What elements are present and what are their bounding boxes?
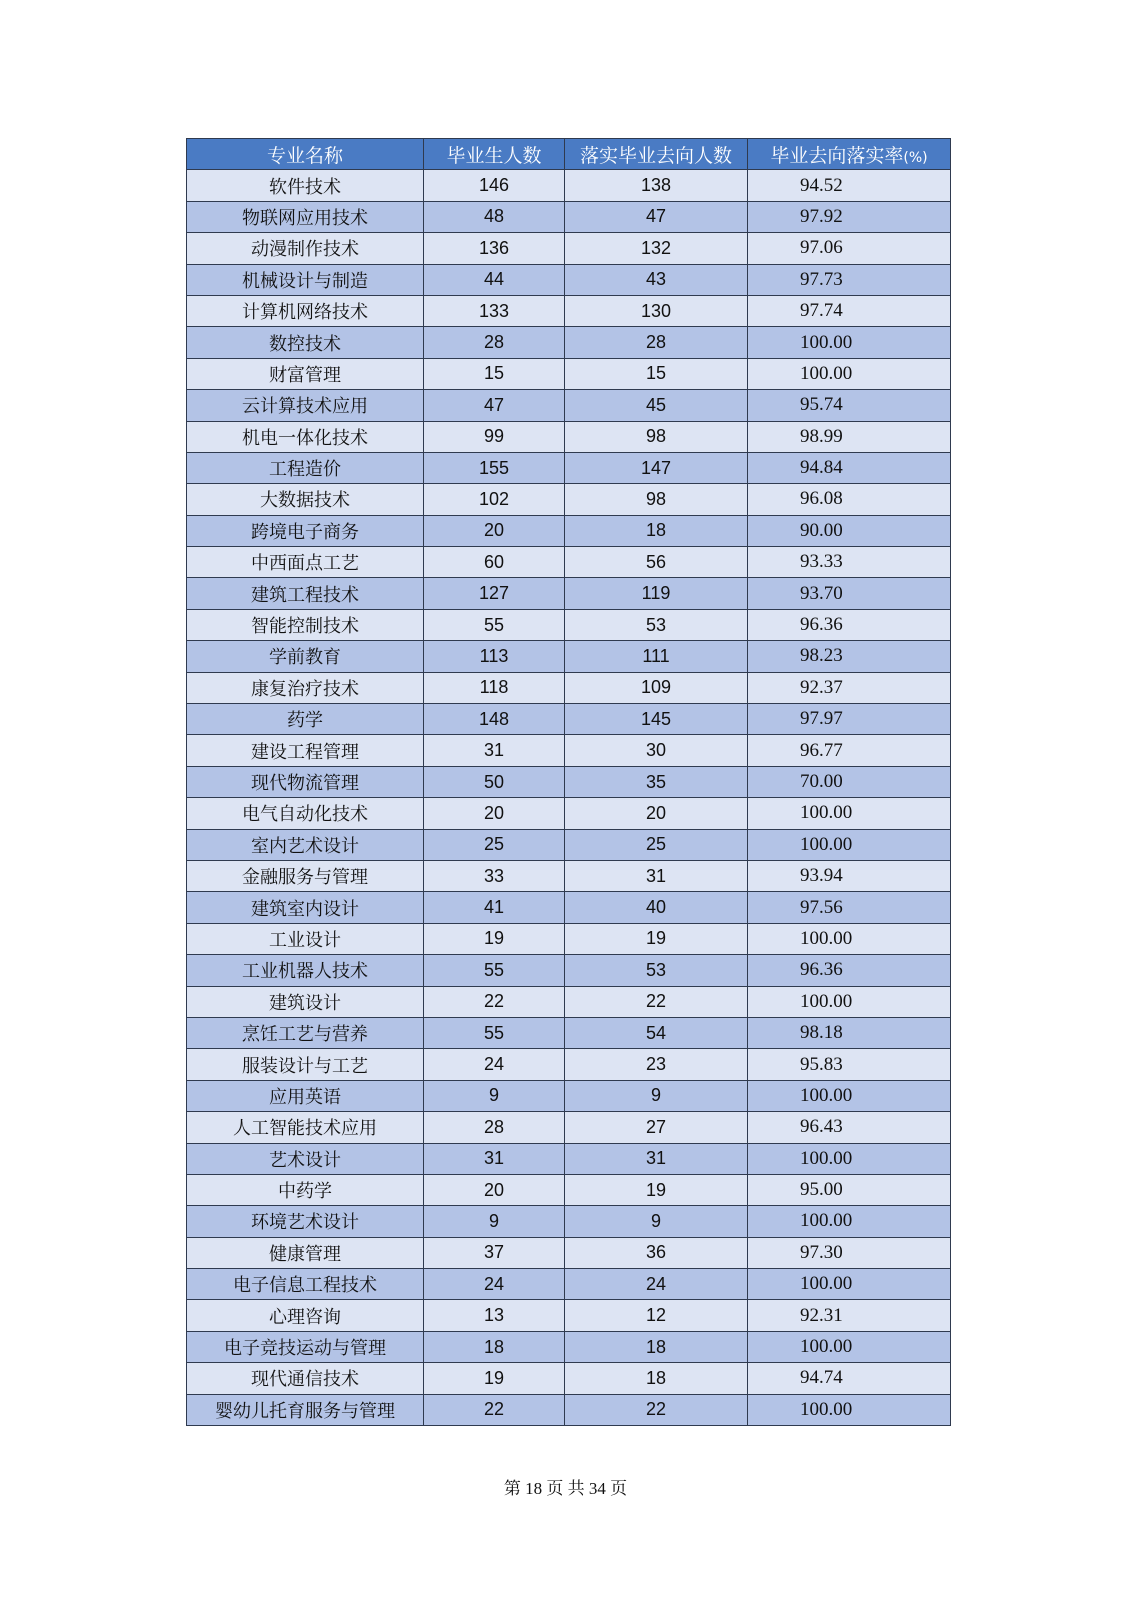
table-row — [187, 860, 951, 891]
placement-rate-cell: 93.70 — [748, 578, 951, 609]
placed-count-cell: 24 — [565, 1269, 748, 1300]
major-name-cell: 建筑设计 — [187, 986, 424, 1017]
graduate-count-cell: 20 — [424, 515, 565, 546]
placement-rate-cell: 92.37 — [748, 672, 951, 703]
major-name-cell: 婴幼儿托育服务与管理 — [187, 1394, 424, 1425]
major-name-cell: 建筑室内设计 — [187, 892, 424, 923]
placed-count-cell: 9 — [565, 1080, 748, 1111]
table-row — [187, 1049, 951, 1080]
placed-count-cell: 45 — [565, 390, 748, 421]
major-name-cell: 软件技术 — [187, 170, 424, 201]
table-row — [187, 170, 951, 201]
placed-count-cell: 27 — [565, 1112, 748, 1143]
graduate-count-cell: 19 — [424, 1363, 565, 1394]
graduate-table-container — [186, 138, 950, 1426]
header-percent-unit: (%) — [903, 149, 928, 166]
table-row — [187, 1237, 951, 1268]
graduate-count-cell: 155 — [424, 452, 565, 483]
table-row — [187, 986, 951, 1017]
major-name-cell: 云计算技术应用 — [187, 390, 424, 421]
placed-count-cell: 53 — [565, 955, 748, 986]
table-row — [187, 233, 951, 264]
placement-rate-cell: 100.00 — [748, 798, 951, 829]
graduate-count-cell: 20 — [424, 1174, 565, 1205]
graduate-count-cell: 133 — [424, 295, 565, 326]
major-name-cell: 大数据技术 — [187, 484, 424, 515]
major-name-cell: 动漫制作技术 — [187, 233, 424, 264]
placed-count-cell: 138 — [565, 170, 748, 201]
major-name-cell: 数控技术 — [187, 327, 424, 358]
placement-rate-cell: 93.94 — [748, 860, 951, 891]
placement-rate-cell: 95.83 — [748, 1049, 951, 1080]
placement-rate-cell: 100.00 — [748, 1143, 951, 1174]
placed-count-cell: 109 — [565, 672, 748, 703]
major-name-cell: 应用英语 — [187, 1080, 424, 1111]
table-row — [187, 547, 951, 578]
table-row — [187, 829, 951, 860]
major-name-cell: 工程造价 — [187, 452, 424, 483]
table-row — [187, 892, 951, 923]
graduate-count-cell: 99 — [424, 421, 565, 452]
table-row — [187, 1206, 951, 1237]
major-name-cell: 机电一体化技术 — [187, 421, 424, 452]
table-row — [187, 672, 951, 703]
placement-rate-cell: 98.18 — [748, 1017, 951, 1048]
placed-count-cell: 12 — [565, 1300, 748, 1331]
major-name-cell: 金融服务与管理 — [187, 860, 424, 891]
major-name-cell: 艺术设计 — [187, 1143, 424, 1174]
placement-rate-cell: 94.52 — [748, 170, 951, 201]
placed-count-cell: 20 — [565, 798, 748, 829]
placement-rate-cell: 98.99 — [748, 421, 951, 452]
major-name-cell: 电子竞技运动与管理 — [187, 1331, 424, 1362]
major-name-cell: 现代物流管理 — [187, 766, 424, 797]
placement-rate-cell: 96.77 — [748, 735, 951, 766]
major-name-cell: 中西面点工艺 — [187, 547, 424, 578]
placement-rate-cell: 100.00 — [748, 1394, 951, 1425]
graduate-count-cell: 22 — [424, 1394, 565, 1425]
graduate-count-cell: 55 — [424, 1017, 565, 1048]
major-name-cell: 工业机器人技术 — [187, 955, 424, 986]
major-name-cell: 工业设计 — [187, 923, 424, 954]
graduate-count-cell: 127 — [424, 578, 565, 609]
table-row — [187, 421, 951, 452]
major-name-cell: 电子信息工程技术 — [187, 1269, 424, 1300]
placement-rate-cell: 97.74 — [748, 295, 951, 326]
major-name-cell: 智能控制技术 — [187, 609, 424, 640]
placement-rate-cell: 96.08 — [748, 484, 951, 515]
major-name-cell: 康复治疗技术 — [187, 672, 424, 703]
table-row — [187, 1269, 951, 1300]
graduate-count-cell: 146 — [424, 170, 565, 201]
placement-rate-cell: 97.92 — [748, 201, 951, 232]
graduate-count-cell: 55 — [424, 609, 565, 640]
placement-rate-cell: 100.00 — [748, 1080, 951, 1111]
graduate-count-cell: 28 — [424, 327, 565, 358]
table-row — [187, 578, 951, 609]
placement-rate-cell: 100.00 — [748, 1206, 951, 1237]
page-footer: 第 18 页 共 34 页 — [503, 1479, 628, 1498]
placement-rate-cell: 96.36 — [748, 955, 951, 986]
graduate-count-cell: 41 — [424, 892, 565, 923]
major-name-cell: 跨境电子商务 — [187, 515, 424, 546]
table-row — [187, 1363, 951, 1394]
table-row — [187, 1143, 951, 1174]
placement-rate-cell: 95.00 — [748, 1174, 951, 1205]
placed-count-cell: 22 — [565, 1394, 748, 1425]
graduate-count-cell: 136 — [424, 233, 565, 264]
table-row — [187, 1394, 951, 1425]
placement-rate-cell: 96.43 — [748, 1112, 951, 1143]
major-name-cell: 现代通信技术 — [187, 1363, 424, 1394]
placement-rate-cell: 100.00 — [748, 986, 951, 1017]
table-row — [187, 264, 951, 295]
placement-rate-cell: 100.00 — [748, 1331, 951, 1362]
graduate-count-cell: 31 — [424, 1143, 565, 1174]
major-name-cell: 计算机网络技术 — [187, 295, 424, 326]
placed-count-cell: 119 — [565, 578, 748, 609]
table-row — [187, 484, 951, 515]
graduate-count-cell: 47 — [424, 390, 565, 421]
placement-rate-cell: 97.30 — [748, 1237, 951, 1268]
placement-rate-cell: 94.84 — [748, 452, 951, 483]
placed-count-cell: 147 — [565, 452, 748, 483]
placed-count-cell: 9 — [565, 1206, 748, 1237]
major-name-cell: 健康管理 — [187, 1237, 424, 1268]
graduate-count-cell: 102 — [424, 484, 565, 515]
table-row — [187, 1300, 951, 1331]
placed-count-cell: 19 — [565, 1174, 748, 1205]
graduate-count-cell: 148 — [424, 704, 565, 735]
graduate-count-cell: 28 — [424, 1112, 565, 1143]
graduate-count-cell: 48 — [424, 201, 565, 232]
table-row — [187, 1331, 951, 1362]
table-header-row — [187, 139, 951, 170]
graduate-count-cell: 9 — [424, 1080, 565, 1111]
table-row — [187, 923, 951, 954]
graduate-count-cell: 60 — [424, 547, 565, 578]
placed-count-cell: 47 — [565, 201, 748, 232]
placement-rate-cell: 98.23 — [748, 641, 951, 672]
major-name-cell: 学前教育 — [187, 641, 424, 672]
table-row — [187, 390, 951, 421]
table-row — [187, 327, 951, 358]
major-name-cell: 建筑工程技术 — [187, 578, 424, 609]
header-placement-rate-label: 毕业去向落实率 — [770, 144, 904, 167]
major-name-cell: 中药学 — [187, 1174, 424, 1205]
placed-count-cell: 19 — [565, 923, 748, 954]
graduate-count-cell: 24 — [424, 1269, 565, 1300]
table-row — [187, 766, 951, 797]
placement-rate-cell: 90.00 — [748, 515, 951, 546]
table-row — [187, 515, 951, 546]
graduate-count-cell: 13 — [424, 1300, 565, 1331]
table-row — [187, 955, 951, 986]
major-name-cell: 财富管理 — [187, 358, 424, 389]
table-row — [187, 641, 951, 672]
placed-count-cell: 25 — [565, 829, 748, 860]
header-placement-rate — [748, 139, 951, 170]
graduate-destination-table — [186, 138, 951, 1426]
placed-count-cell: 28 — [565, 327, 748, 358]
placement-rate-cell: 100.00 — [748, 1269, 951, 1300]
graduate-count-cell: 20 — [424, 798, 565, 829]
placed-count-cell: 36 — [565, 1237, 748, 1268]
placed-count-cell: 18 — [565, 515, 748, 546]
graduate-count-cell: 9 — [424, 1206, 565, 1237]
placed-count-cell: 111 — [565, 641, 748, 672]
graduate-count-cell: 37 — [424, 1237, 565, 1268]
placement-rate-cell: 95.74 — [748, 390, 951, 421]
placement-rate-cell: 70.00 — [748, 766, 951, 797]
placed-count-cell: 53 — [565, 609, 748, 640]
header-graduate-count: 毕业生人数 — [424, 139, 565, 170]
placement-rate-cell: 92.31 — [748, 1300, 951, 1331]
placement-rate-cell: 100.00 — [748, 829, 951, 860]
graduate-count-cell: 22 — [424, 986, 565, 1017]
placed-count-cell: 18 — [565, 1363, 748, 1394]
major-name-cell: 建设工程管理 — [187, 735, 424, 766]
major-name-cell: 服装设计与工艺 — [187, 1049, 424, 1080]
major-name-cell: 电气自动化技术 — [187, 798, 424, 829]
placement-rate-cell: 100.00 — [748, 327, 951, 358]
placement-rate-cell: 93.33 — [748, 547, 951, 578]
table-row — [187, 358, 951, 389]
major-name-cell: 药学 — [187, 704, 424, 735]
placement-rate-cell: 96.36 — [748, 609, 951, 640]
graduate-count-cell: 24 — [424, 1049, 565, 1080]
table-row — [187, 1017, 951, 1048]
table-row — [187, 201, 951, 232]
graduate-count-cell: 31 — [424, 735, 565, 766]
placement-rate-cell: 94.74 — [748, 1363, 951, 1394]
graduate-count-cell: 118 — [424, 672, 565, 703]
placed-count-cell: 30 — [565, 735, 748, 766]
placed-count-cell: 145 — [565, 704, 748, 735]
placed-count-cell: 23 — [565, 1049, 748, 1080]
header-major-name: 专业名称 — [187, 139, 424, 170]
table-row — [187, 1174, 951, 1205]
major-name-cell: 物联网应用技术 — [187, 201, 424, 232]
placed-count-cell: 98 — [565, 484, 748, 515]
placement-rate-cell: 100.00 — [748, 923, 951, 954]
placement-rate-cell: 100.00 — [748, 358, 951, 389]
placed-count-cell: 15 — [565, 358, 748, 389]
placement-rate-cell: 97.97 — [748, 704, 951, 735]
placement-rate-cell: 97.06 — [748, 233, 951, 264]
table-row — [187, 609, 951, 640]
graduate-count-cell: 18 — [424, 1331, 565, 1362]
placed-count-cell: 40 — [565, 892, 748, 923]
graduate-count-cell: 33 — [424, 860, 565, 891]
major-name-cell: 心理咨询 — [187, 1300, 424, 1331]
table-row — [187, 1112, 951, 1143]
graduate-count-cell: 55 — [424, 955, 565, 986]
graduate-count-cell: 50 — [424, 766, 565, 797]
table-row — [187, 1080, 951, 1111]
placed-count-cell: 98 — [565, 421, 748, 452]
placed-count-cell: 35 — [565, 766, 748, 797]
major-name-cell: 人工智能技术应用 — [187, 1112, 424, 1143]
graduate-count-cell: 25 — [424, 829, 565, 860]
placed-count-cell: 130 — [565, 295, 748, 326]
major-name-cell: 环境艺术设计 — [187, 1206, 424, 1237]
graduate-count-cell: 113 — [424, 641, 565, 672]
graduate-count-cell: 15 — [424, 358, 565, 389]
placement-rate-cell: 97.73 — [748, 264, 951, 295]
major-name-cell: 机械设计与制造 — [187, 264, 424, 295]
placed-count-cell: 31 — [565, 1143, 748, 1174]
graduate-count-cell: 19 — [424, 923, 565, 954]
major-name-cell: 室内艺术设计 — [187, 829, 424, 860]
table-row — [187, 735, 951, 766]
placed-count-cell: 132 — [565, 233, 748, 264]
placed-count-cell: 31 — [565, 860, 748, 891]
header-placed-count: 落实毕业去向人数 — [565, 139, 748, 170]
placed-count-cell: 56 — [565, 547, 748, 578]
table-row — [187, 798, 951, 829]
table-row — [187, 295, 951, 326]
table-body — [187, 170, 951, 1426]
table-row — [187, 704, 951, 735]
placed-count-cell: 18 — [565, 1331, 748, 1362]
placed-count-cell: 22 — [565, 986, 748, 1017]
graduate-count-cell: 44 — [424, 264, 565, 295]
major-name-cell: 烹饪工艺与营养 — [187, 1017, 424, 1048]
placed-count-cell: 43 — [565, 264, 748, 295]
placement-rate-cell: 97.56 — [748, 892, 951, 923]
table-row — [187, 452, 951, 483]
placed-count-cell: 54 — [565, 1017, 748, 1048]
